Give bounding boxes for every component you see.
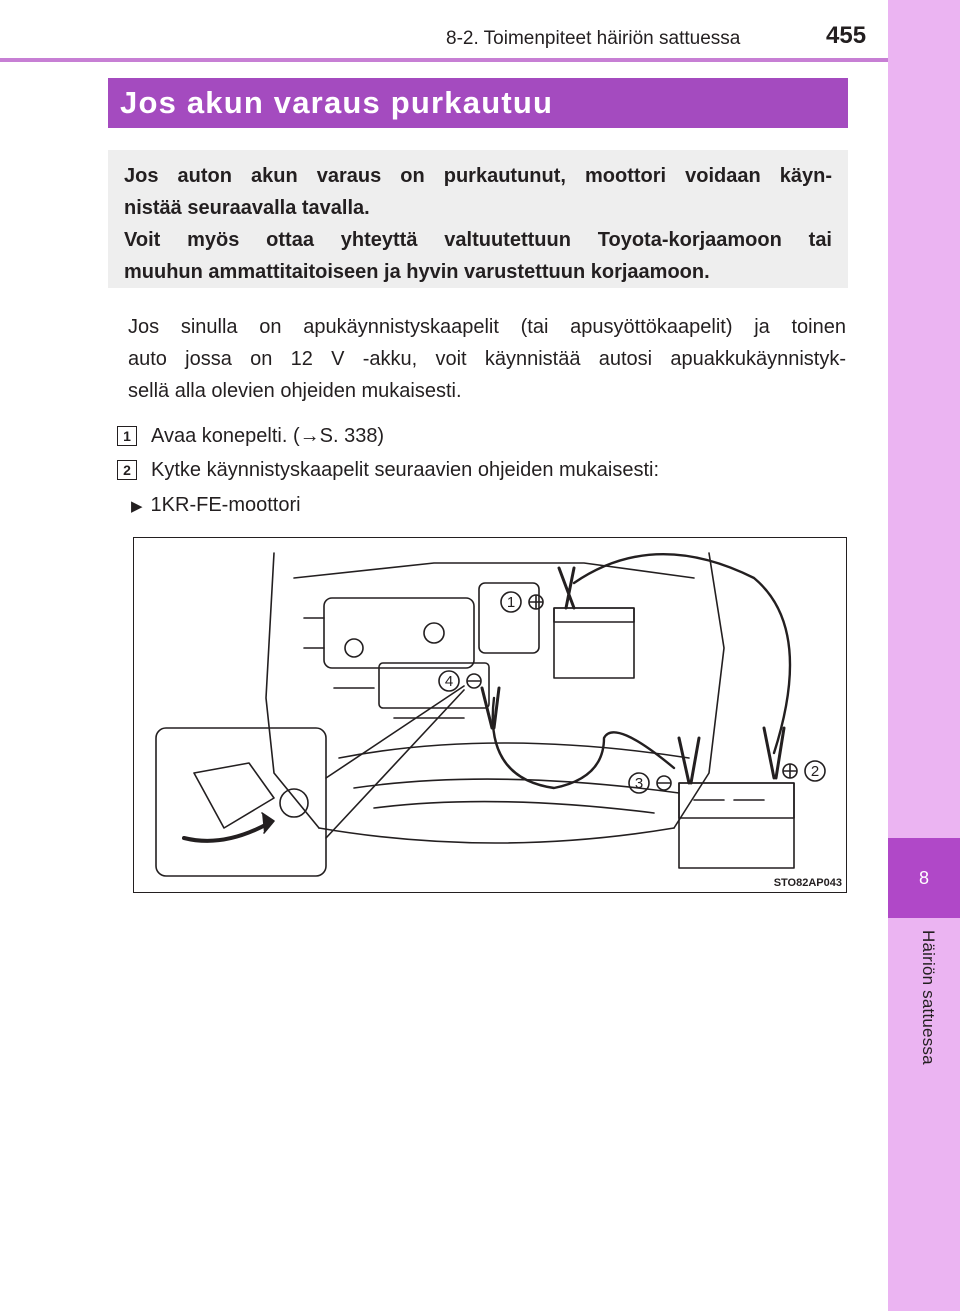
engine-variant-label: 1KR-FE-moottori	[150, 494, 301, 516]
ground-point	[280, 789, 308, 817]
step-badge: 1	[117, 426, 137, 446]
callout-1	[501, 592, 543, 612]
clamp-1	[559, 568, 574, 608]
grille-upper	[339, 743, 689, 758]
intro-line: Voit myös ottaa yhteyttä valtuutettuun Toyota-korjaamoon tai	[124, 229, 832, 251]
chapter-number-badge	[888, 838, 960, 918]
inset-detail	[194, 763, 274, 828]
intro-box	[108, 150, 848, 288]
engine-variant-item	[131, 494, 301, 517]
positive-cable	[574, 554, 790, 753]
section-title: Jos akun varaus purkautuu	[120, 85, 554, 120]
intro-line: muuhun ammattitaitoiseen ja hyvin varustettuun korjaamoon.	[124, 261, 710, 283]
callout-number: 3	[634, 775, 644, 792]
booster-battery	[679, 783, 794, 868]
header-section-title: 8-2. Toimenpiteet häiriön sattuessa	[446, 28, 741, 49]
vehicle-battery-top	[554, 608, 634, 622]
intro-line: Jos auton akun varaus on purkautunut, moottori voidaan käyn-	[124, 165, 832, 187]
grille-inner	[374, 802, 654, 813]
body-paragraph	[128, 311, 846, 407]
triangle-bullet-icon: ▶	[131, 497, 143, 515]
hood-outline-left	[266, 553, 319, 828]
body-line: sellä alla olevien ohjeiden mukaisesti.	[128, 380, 462, 402]
fuse-box	[379, 663, 489, 708]
header-divider	[0, 58, 888, 62]
hood-outline-right	[674, 553, 724, 828]
engine-cover	[324, 598, 474, 668]
callout-number: 1	[506, 594, 516, 611]
engine-bay-drawing	[134, 538, 848, 894]
step-1	[117, 422, 384, 450]
jump-start-illustration	[133, 537, 847, 893]
step-text: Avaa konepelti. (→S. 338)	[151, 424, 385, 447]
step-2	[117, 456, 659, 484]
vehicle-battery	[554, 608, 634, 678]
chapter-number: 8	[918, 867, 929, 888]
clamp-3	[679, 738, 699, 783]
callout-2	[783, 761, 825, 781]
front-bumper	[319, 828, 674, 843]
inset-arrow-head	[262, 813, 274, 833]
callout-number: 2	[810, 763, 820, 780]
chapter-side-tab	[888, 0, 960, 1311]
step-badge: 2	[117, 460, 137, 480]
reservoir-cap	[345, 639, 363, 657]
oil-cap	[424, 623, 444, 643]
figure-code: STO82AP043	[773, 877, 842, 889]
page-number: 455	[826, 22, 867, 49]
body-line: auto jossa on 12 V -akku, voit käynnistää autosi apuakkukäynnistyk-	[128, 348, 846, 370]
step-text: Kytke käynnistyskaapelit seuraavien ohjeiden mukaisesti:	[151, 458, 660, 481]
callout-number: 4	[444, 673, 454, 690]
body-line: Jos sinulla on apukäynnistyskaapelit (tai apusyöttökaapelit) ja toinen	[128, 316, 846, 338]
intro-line: nistää seuraavalla tavalla.	[124, 197, 370, 219]
section-title-bar	[108, 78, 848, 128]
chapter-title: Häiriön sattuessa	[919, 930, 938, 1065]
inset-detail-frame	[156, 728, 326, 876]
cowl-line	[294, 563, 694, 578]
